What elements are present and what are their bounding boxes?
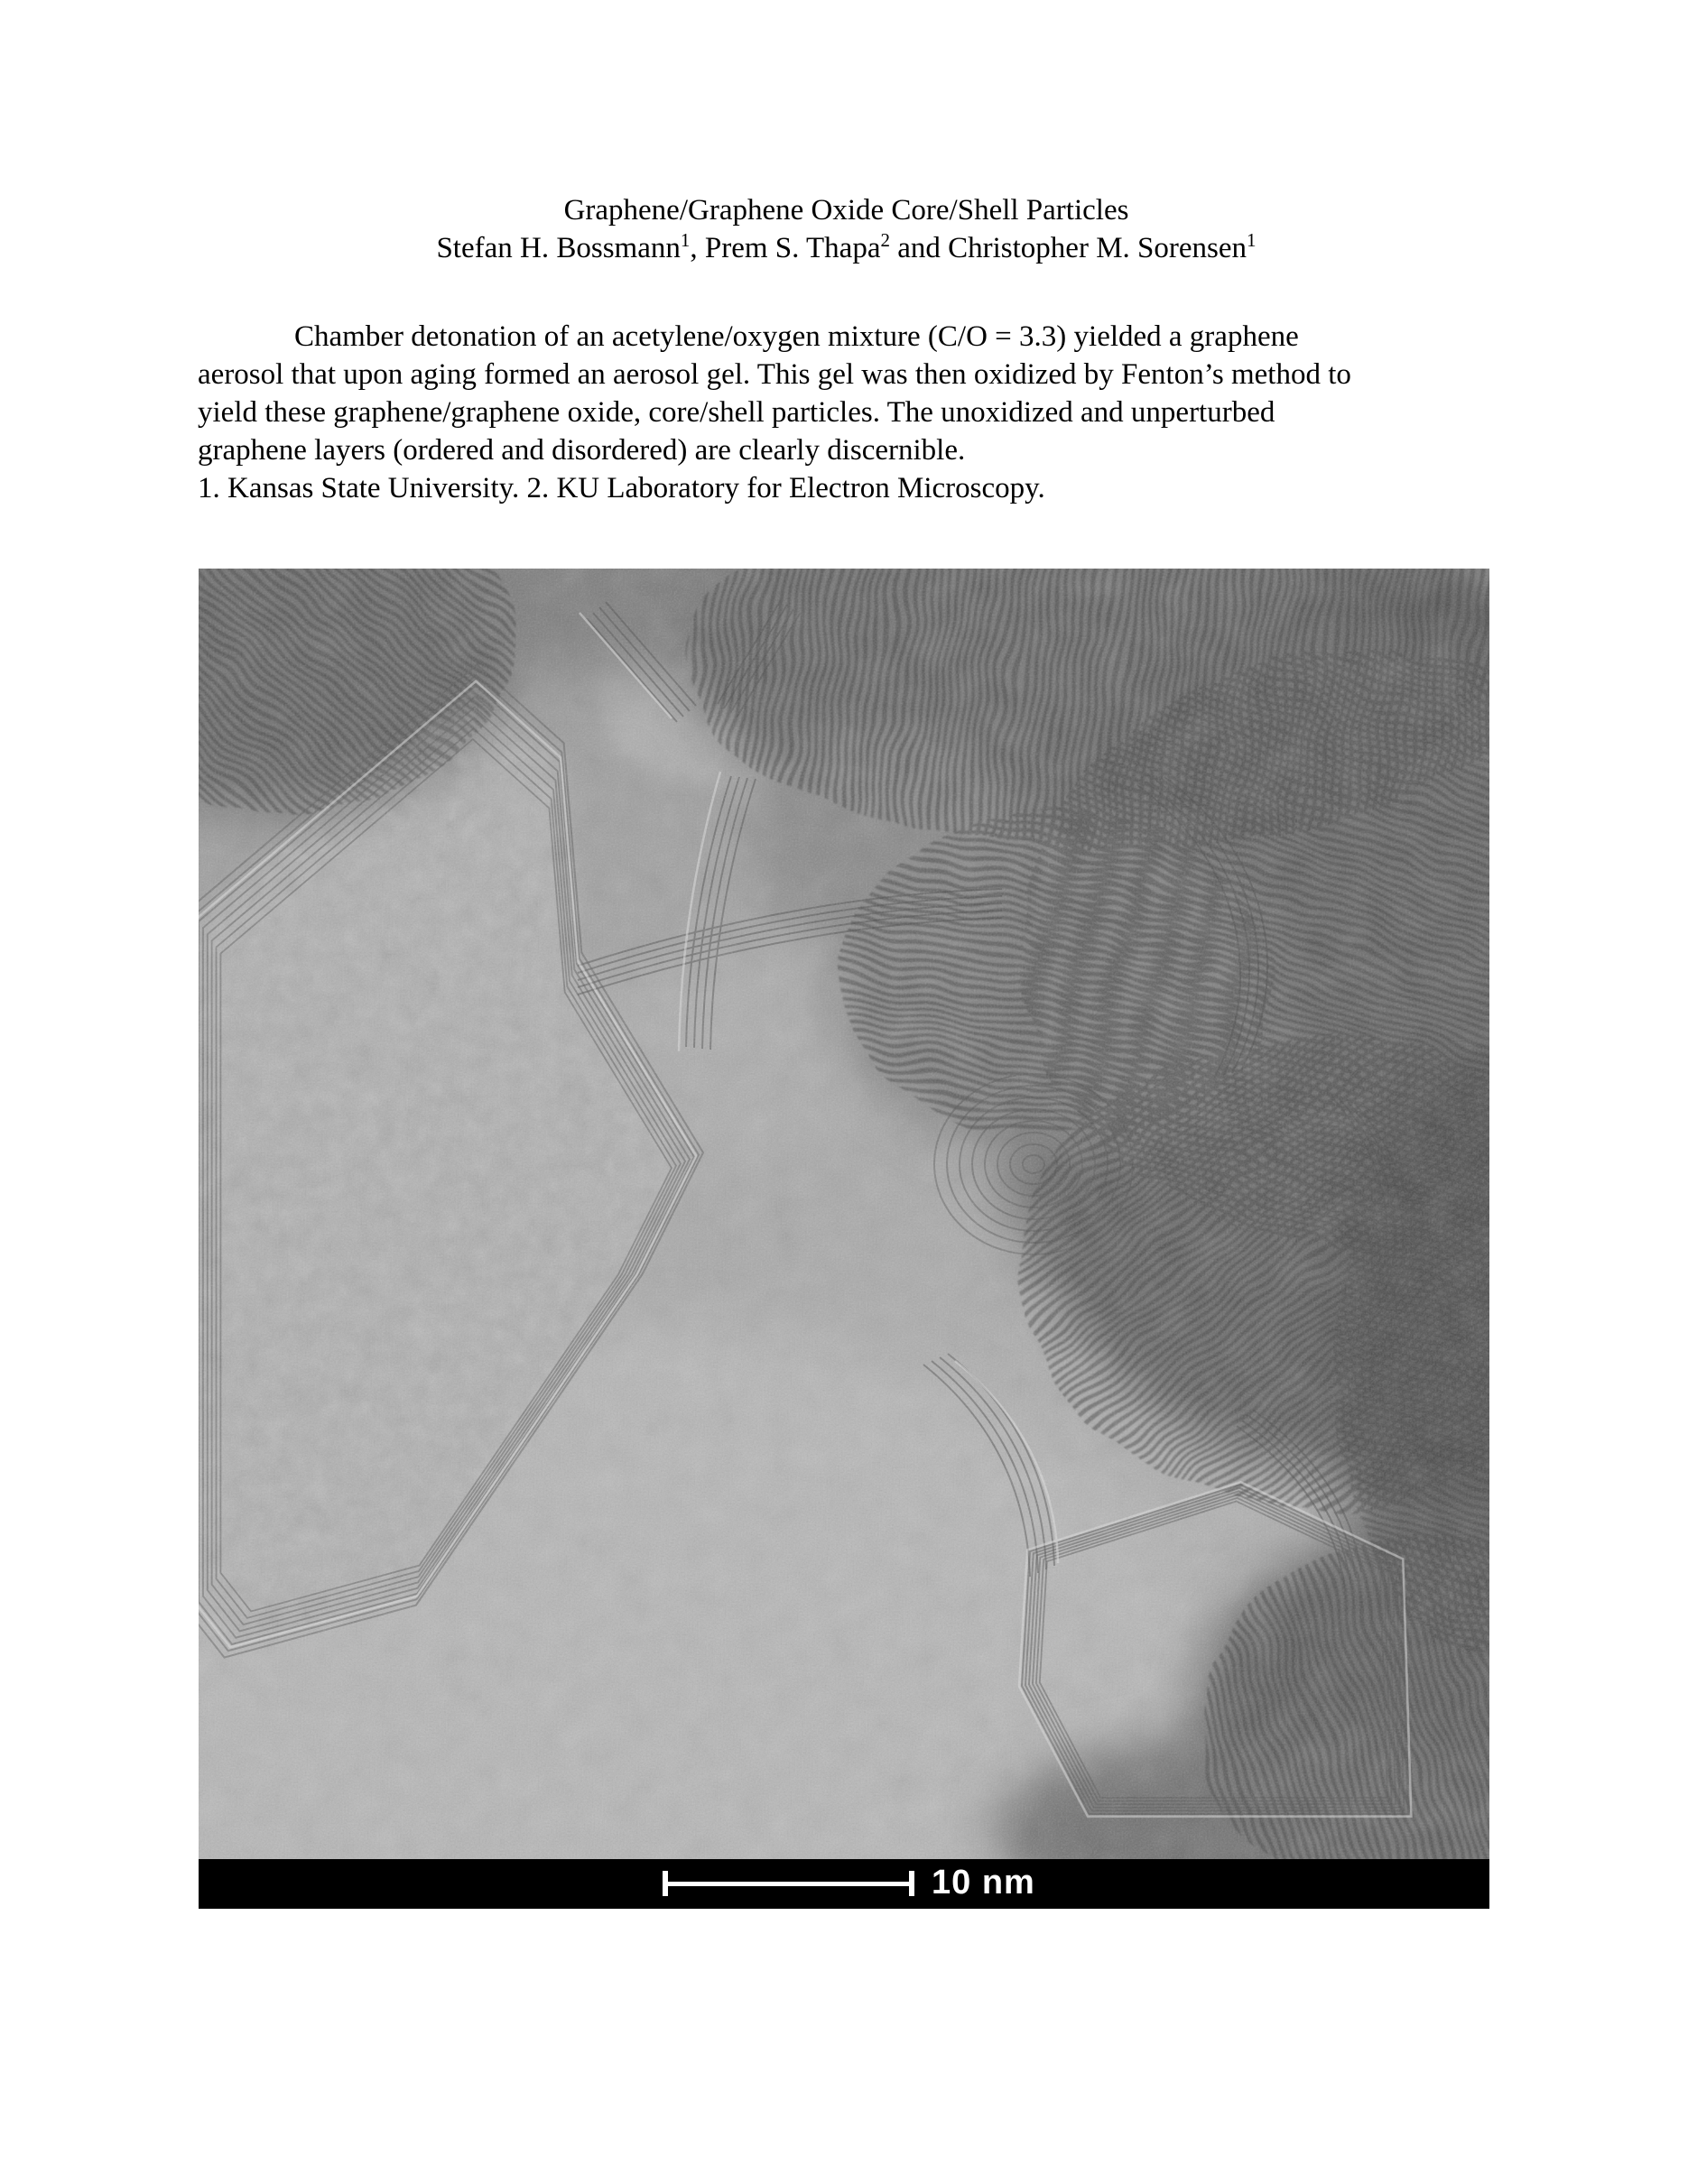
- scale-bar-line: [665, 1882, 912, 1886]
- scale-bar-right-cap: [909, 1871, 914, 1896]
- scale-bar-left-cap: [663, 1871, 668, 1896]
- abstract-line: Chamber detonation of an acetylene/oxygen mixture (C/O = 3.3) yielded a graphene: [294, 320, 1299, 353]
- author-3: and Christopher M. Sorensen: [889, 232, 1247, 264]
- author-1: Stefan H. Bossmann: [436, 232, 681, 264]
- scale-bar-strip: [199, 1859, 1489, 1909]
- author-1-affiliation: 1: [680, 229, 691, 251]
- author-2-affiliation: 2: [880, 229, 890, 251]
- paper-title: Graphene/Graphene Oxide Core/Shell Particles: [563, 194, 1129, 227]
- micrograph-grain-noise: [199, 569, 1489, 1859]
- authors-line: [198, 229, 1495, 267]
- scale-bar-label: 10 nm: [932, 1864, 1035, 1902]
- author-2: , Prem S. Thapa: [690, 232, 881, 264]
- abstract-line: graphene layers (ordered and disordered) are clearly discernible.: [198, 434, 966, 467]
- abstract-line: yield these graphene/graphene oxide, core/shell particles. The unoxidized and unperturbed: [198, 396, 1275, 429]
- tem-micrograph-image: [199, 569, 1489, 1859]
- abstract-line: aerosol that upon aging formed an aerosol gel. This gel was then oxidized by Fenton’s method to: [198, 358, 1351, 391]
- tem-micrograph-figure: [199, 569, 1489, 1909]
- affiliations-footnote: 1. Kansas State University. 2. KU Laboratory for Electron Microscopy.: [198, 472, 1045, 504]
- author-3-affiliation: 1: [1247, 229, 1257, 251]
